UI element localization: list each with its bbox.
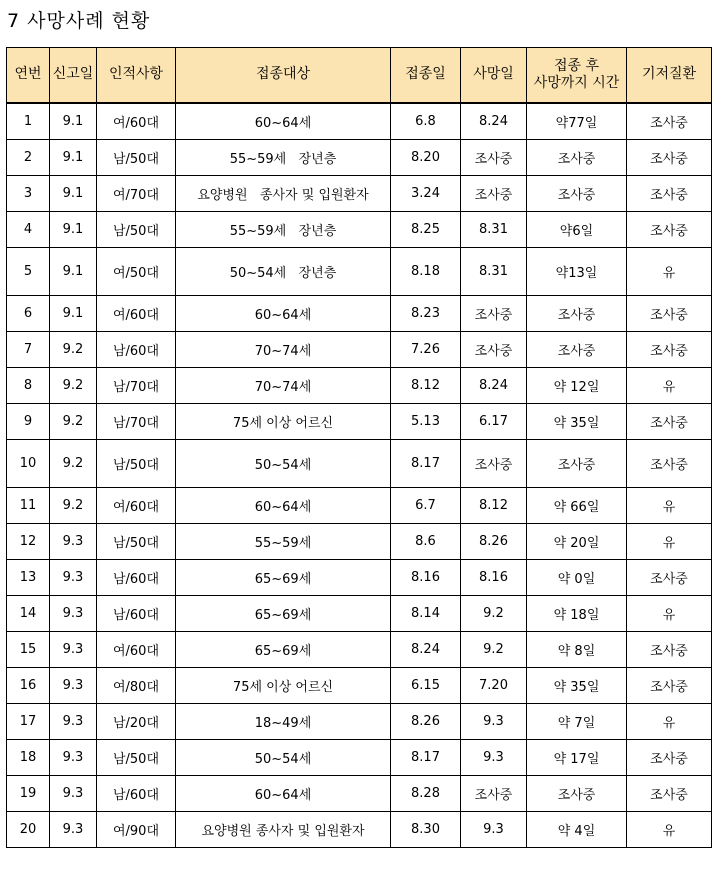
table-cell: 남/60대 — [97, 560, 176, 596]
table-cell: 16 — [7, 668, 50, 704]
table-cell: 조사중 — [461, 776, 527, 812]
table-cell: 9.3 — [50, 668, 97, 704]
table-cell: 남/50대 — [97, 440, 176, 488]
table-cell: 9.2 — [461, 632, 527, 668]
table-cell: 3 — [7, 176, 50, 212]
table-cell: 9.3 — [50, 740, 97, 776]
table-cell: 8.26 — [461, 524, 527, 560]
table-cell: 9.3 — [461, 704, 527, 740]
table-cell: 4 — [7, 212, 50, 248]
table-cell: 9.3 — [50, 704, 97, 740]
table-cell: 8.14 — [391, 596, 461, 632]
table-cell: 조사중 — [527, 332, 627, 368]
table-cell: 조사중 — [527, 776, 627, 812]
table-cell: 조사중 — [461, 440, 527, 488]
table-cell: 유 — [627, 488, 712, 524]
table-cell: 9.3 — [50, 560, 97, 596]
table-row — [7, 368, 712, 404]
table-cell: 9.2 — [50, 404, 97, 440]
table-cell: 8.17 — [391, 440, 461, 488]
table-cell: 남/70대 — [97, 368, 176, 404]
table-cell: 8.24 — [461, 368, 527, 404]
table-cell: 8.31 — [461, 248, 527, 296]
table-cell: 70~74세 — [176, 332, 391, 368]
table-cell: 여/60대 — [97, 103, 176, 140]
header-cell: 신고일 — [50, 48, 97, 104]
header-cell: 접종대상 — [176, 48, 391, 104]
table-cell: 6 — [7, 296, 50, 332]
table-cell: 약13일 — [527, 248, 627, 296]
table-cell: 7 — [7, 332, 50, 368]
table-cell: 조사중 — [461, 176, 527, 212]
table-row — [7, 740, 712, 776]
table-row — [7, 488, 712, 524]
table-cell: 9.1 — [50, 176, 97, 212]
table-cell: 9.2 — [50, 488, 97, 524]
table-cell: 여/60대 — [97, 296, 176, 332]
table-cell: 조사중 — [527, 296, 627, 332]
table-cell: 조사중 — [627, 560, 712, 596]
table-cell: 조사중 — [527, 440, 627, 488]
table-cell: 8.26 — [391, 704, 461, 740]
table-cell: 60~64세 — [176, 103, 391, 140]
table-cell: 약 4일 — [527, 812, 627, 848]
table-cell: 조사중 — [627, 668, 712, 704]
table-cell: 유 — [627, 524, 712, 560]
table-row — [7, 524, 712, 560]
table-cell: 조사중 — [527, 140, 627, 176]
table-cell: 9.3 — [461, 812, 527, 848]
table-row — [7, 296, 712, 332]
table-cell: 요양병원 종사자 및 입원환자 — [176, 812, 391, 848]
table-row — [7, 560, 712, 596]
table-row — [7, 668, 712, 704]
table-cell: 9.3 — [50, 596, 97, 632]
table-cell: 약 35일 — [527, 404, 627, 440]
table-cell: 여/80대 — [97, 668, 176, 704]
table-cell: 8.12 — [461, 488, 527, 524]
table-cell: 남/70대 — [97, 404, 176, 440]
table-cell: 55~59세 — [176, 524, 391, 560]
table-cell: 조사중 — [461, 296, 527, 332]
table-cell: 약 7일 — [527, 704, 627, 740]
table-body — [7, 103, 712, 848]
table-cell: 12 — [7, 524, 50, 560]
table-cell: 약6일 — [527, 212, 627, 248]
table-cell: 6.8 — [391, 103, 461, 140]
table-cell: 조사중 — [627, 140, 712, 176]
table-cell: 8.23 — [391, 296, 461, 332]
table-cell: 조사중 — [627, 176, 712, 212]
table-cell: 유 — [627, 248, 712, 296]
table-row — [7, 776, 712, 812]
table-cell: 20 — [7, 812, 50, 848]
table-cell: 요양병원 종사자 및 입원환자 — [176, 176, 391, 212]
table-cell: 8.16 — [461, 560, 527, 596]
table-cell: 남/50대 — [97, 524, 176, 560]
table-cell: 9 — [7, 404, 50, 440]
table-cell: 8.16 — [391, 560, 461, 596]
table-cell: 9.1 — [50, 296, 97, 332]
table-cell: 50~54세 — [176, 740, 391, 776]
table-cell: 조사중 — [627, 632, 712, 668]
table-cell: 조사중 — [627, 103, 712, 140]
table-cell: 여/90대 — [97, 812, 176, 848]
table-cell: 유 — [627, 596, 712, 632]
table-cell: 8 — [7, 368, 50, 404]
table-cell: 남/60대 — [97, 596, 176, 632]
table-cell: 약 0일 — [527, 560, 627, 596]
table-cell: 여/60대 — [97, 488, 176, 524]
table-row — [7, 596, 712, 632]
death-cases-table — [6, 47, 712, 848]
table-cell: 조사중 — [627, 440, 712, 488]
table-cell: 8.24 — [391, 632, 461, 668]
table-cell: 50~54세 — [176, 440, 391, 488]
table-cell: 3.24 — [391, 176, 461, 212]
table-cell: 유 — [627, 812, 712, 848]
table-cell: 65~69세 — [176, 560, 391, 596]
table-cell: 9.2 — [50, 368, 97, 404]
page-title: 7 사망사례 현황 — [7, 10, 151, 32]
table-cell: 조사중 — [627, 776, 712, 812]
table-row — [7, 248, 712, 296]
table-cell: 10 — [7, 440, 50, 488]
table-cell: 조사중 — [627, 404, 712, 440]
table-cell: 남/60대 — [97, 776, 176, 812]
table-row — [7, 212, 712, 248]
table-cell: 9.1 — [50, 248, 97, 296]
table-cell: 조사중 — [627, 332, 712, 368]
table-cell: 9.3 — [461, 740, 527, 776]
table-cell: 8.18 — [391, 248, 461, 296]
table-cell: 60~64세 — [176, 488, 391, 524]
table-cell: 55~59세 장년층 — [176, 212, 391, 248]
table-cell: 18~49세 — [176, 704, 391, 740]
table-cell: 8.30 — [391, 812, 461, 848]
header-cell: 인적사항 — [97, 48, 176, 104]
table-cell: 9.3 — [50, 812, 97, 848]
table-cell: 약 35일 — [527, 668, 627, 704]
table-cell: 약 18일 — [527, 596, 627, 632]
table-cell: 17 — [7, 704, 50, 740]
table-cell: 여/50대 — [97, 248, 176, 296]
table-cell: 약 66일 — [527, 488, 627, 524]
table-cell: 75세 이상 어르신 — [176, 404, 391, 440]
table-cell: 9.1 — [50, 140, 97, 176]
table-cell: 남/60대 — [97, 332, 176, 368]
table-cell: 9.1 — [50, 103, 97, 140]
table-row — [7, 812, 712, 848]
header-cell: 사망일 — [461, 48, 527, 104]
table-cell: 55~59세 장년층 — [176, 140, 391, 176]
table-cell: 여/60대 — [97, 632, 176, 668]
table-cell: 8.6 — [391, 524, 461, 560]
table-cell: 8.12 — [391, 368, 461, 404]
header-cell: 접종일 — [391, 48, 461, 104]
table-row — [7, 632, 712, 668]
table-cell: 65~69세 — [176, 632, 391, 668]
table-cell: 여/70대 — [97, 176, 176, 212]
table-cell: 7.26 — [391, 332, 461, 368]
table-row — [7, 704, 712, 740]
table-cell: 8.25 — [391, 212, 461, 248]
table-cell: 9.2 — [50, 440, 97, 488]
table-cell: 8.20 — [391, 140, 461, 176]
table-row — [7, 440, 712, 488]
header-cell: 접종 후 사망까지 시간 — [527, 48, 627, 104]
table-cell: 8.31 — [461, 212, 527, 248]
table-cell: 9.3 — [50, 776, 97, 812]
table-cell: 60~64세 — [176, 296, 391, 332]
table-cell: 8.28 — [391, 776, 461, 812]
table-cell: 70~74세 — [176, 368, 391, 404]
table-row — [7, 140, 712, 176]
table-cell: 18 — [7, 740, 50, 776]
header-cell: 연번 — [7, 48, 50, 104]
header-row — [7, 48, 712, 104]
table-cell: 조사중 — [461, 140, 527, 176]
table-cell: 75세 이상 어르신 — [176, 668, 391, 704]
table-cell: 6.15 — [391, 668, 461, 704]
table-cell: 약77일 — [527, 103, 627, 140]
table-cell: 약 12일 — [527, 368, 627, 404]
table-cell: 약 17일 — [527, 740, 627, 776]
table-cell: 7.20 — [461, 668, 527, 704]
table-cell: 조사중 — [627, 740, 712, 776]
table-cell: 8.24 — [461, 103, 527, 140]
table-row — [7, 404, 712, 440]
table-cell: 2 — [7, 140, 50, 176]
table-cell: 남/50대 — [97, 140, 176, 176]
table-cell: 65~69세 — [176, 596, 391, 632]
table-cell: 14 — [7, 596, 50, 632]
table-cell: 유 — [627, 368, 712, 404]
table-cell: 9.3 — [50, 524, 97, 560]
table-cell: 9.1 — [50, 212, 97, 248]
table-cell: 약 8일 — [527, 632, 627, 668]
table-row — [7, 103, 712, 140]
table-cell: 6.17 — [461, 404, 527, 440]
table-cell: 60~64세 — [176, 776, 391, 812]
header-cell: 기저질환 — [627, 48, 712, 104]
table-cell: 조사중 — [461, 332, 527, 368]
table-row — [7, 332, 712, 368]
table-cell: 약 20일 — [527, 524, 627, 560]
table-cell: 조사중 — [627, 212, 712, 248]
table-cell: 11 — [7, 488, 50, 524]
table-cell: 5 — [7, 248, 50, 296]
table-cell: 남/20대 — [97, 704, 176, 740]
table-cell: 19 — [7, 776, 50, 812]
table-row — [7, 176, 712, 212]
table-cell: 남/50대 — [97, 212, 176, 248]
table-cell: 5.13 — [391, 404, 461, 440]
table-cell: 9.2 — [50, 332, 97, 368]
table-cell: 6.7 — [391, 488, 461, 524]
table-cell: 남/50대 — [97, 740, 176, 776]
table-cell: 유 — [627, 704, 712, 740]
table-cell: 9.3 — [50, 632, 97, 668]
table-cell: 13 — [7, 560, 50, 596]
table-cell: 1 — [7, 103, 50, 140]
table-cell: 9.2 — [461, 596, 527, 632]
table-cell: 50~54세 장년층 — [176, 248, 391, 296]
table-cell: 8.17 — [391, 740, 461, 776]
table-cell: 15 — [7, 632, 50, 668]
table-cell: 조사중 — [627, 296, 712, 332]
table-cell: 조사중 — [527, 176, 627, 212]
